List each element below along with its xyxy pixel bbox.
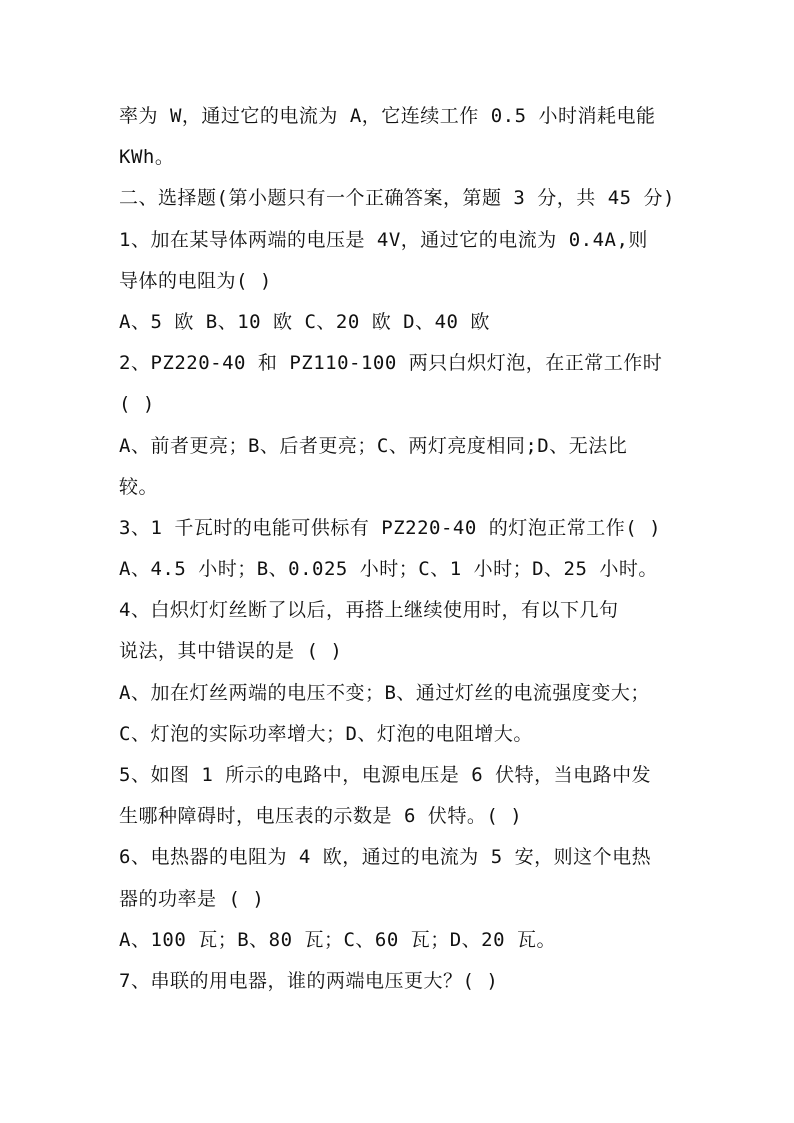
- question-4-options: A、加在灯丝两端的电压不变；B、通过灯丝的电流强度变大；: [119, 681, 650, 704]
- question-1-stem: 1、加在某导体两端的电压是 4V，通过它的电流为 0.4A,则: [119, 228, 648, 251]
- question-2-options: A、前者更亮；B、后者更亮；C、两灯亮度相同;D、无法比: [119, 434, 628, 457]
- question-1-stem-continued: 导体的电阻为( ): [119, 269, 272, 292]
- question-2-stem-continued: ( ): [119, 393, 155, 416]
- question-6-stem-continued: 器的功率是 ( ): [119, 887, 265, 910]
- question-2-stem: 2、PZ220-40 和 PZ110-100 两只白炽灯泡，在正常工作时: [119, 352, 663, 375]
- question-4-options-continued: C、灯泡的实际功率增大；D、灯泡的电阻增大。: [119, 722, 533, 745]
- question-3-options: A、4.5 小时；B、0.025 小时；C、1 小时；D、25 小时。: [119, 558, 658, 581]
- question-6-options: A、100 瓦；B、80 瓦；C、60 瓦；D、20 瓦。: [119, 928, 556, 951]
- question-5-stem-continued: 生哪种障碍时，电压表的示数是 6 伏特。( ): [119, 805, 523, 828]
- question-7-stem: 7、串联的用电器，谁的两端电压更大？( ): [119, 969, 499, 992]
- text-line-power-current-energy: 率为 W，通过它的电流为 A，它连续工作 0.5 小时消耗电能: [119, 105, 656, 127]
- question-1-options: A、5 欧 B、10 欧 C、20 欧 D、40 欧: [119, 310, 490, 333]
- question-2-options-continued: 较。: [119, 475, 159, 498]
- section-heading-multiple-choice: 二、选择题(第小题只有一个正确答案，第题 3 分，共 45 分): [119, 187, 675, 210]
- question-4-stem-continued: 说法，其中错误的是 ( ): [119, 640, 343, 663]
- text-line-kwh: KWh。: [119, 146, 175, 169]
- question-5-stem: 5、如图 1 所示的电路中，电源电压是 6 伏特，当电路中发: [119, 764, 652, 786]
- question-4-stem: 4、白炽灯灯丝断了以后，再搭上继续使用时，有以下几句: [119, 599, 619, 622]
- question-6-stem: 6、电热器的电阻为 4 欧，通过的电流为 5 安，则这个电热: [119, 846, 652, 869]
- document-body: [119, 96, 679, 1002]
- question-3-stem: 3、1 千瓦时的电能可供标有 PZ220-40 的灯泡正常工作( ): [119, 516, 662, 539]
